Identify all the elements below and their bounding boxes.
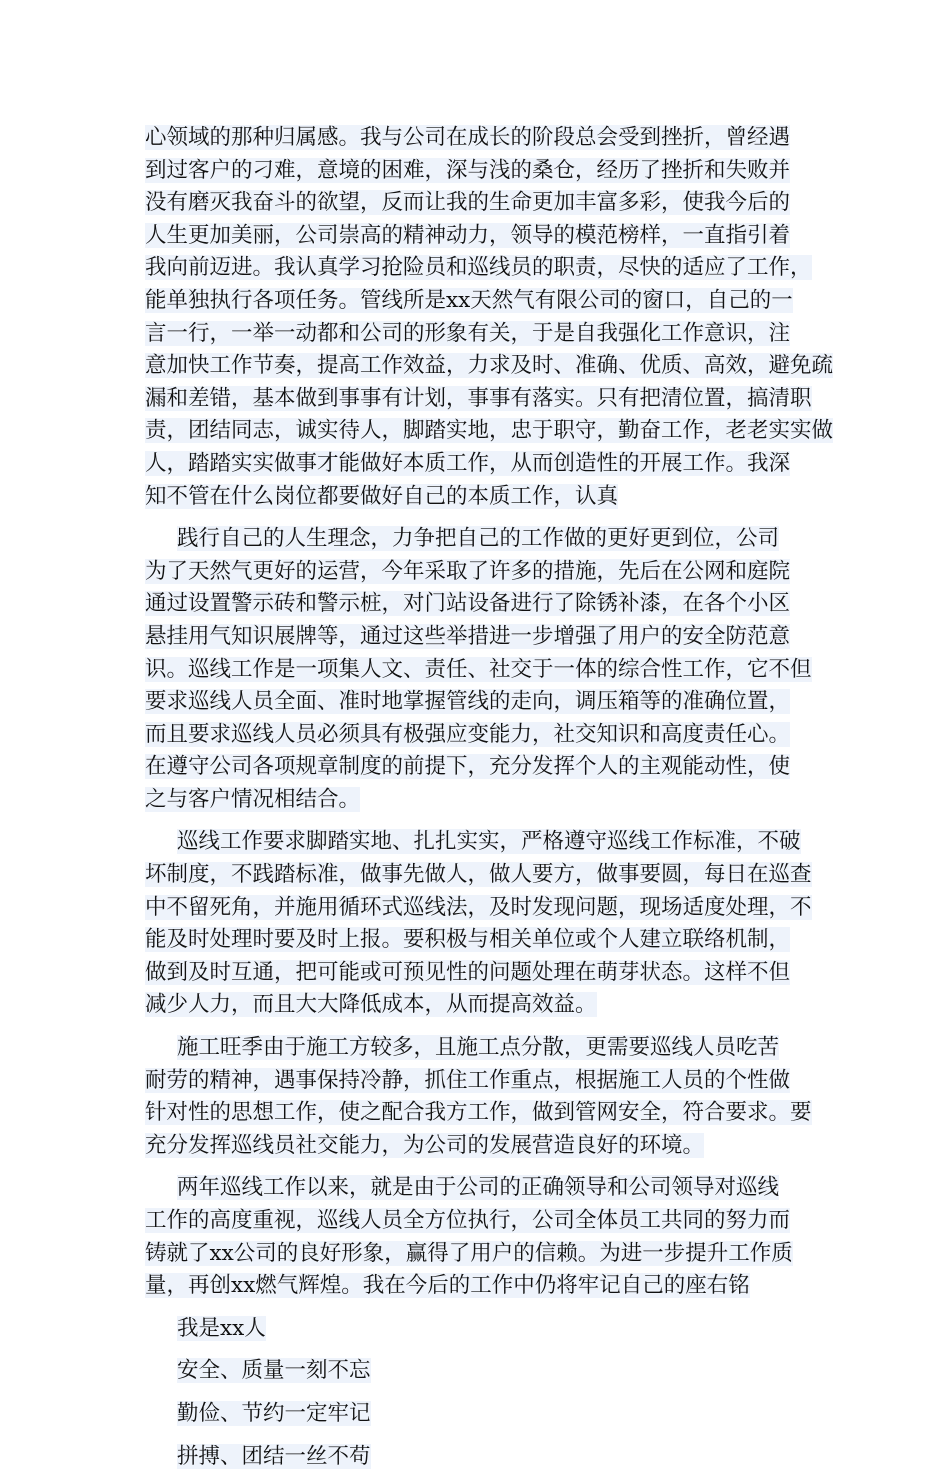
- text-line: 做到及时互通，把可能或可预见性的问题处理在萌芽状态。这样不但: [145, 959, 791, 985]
- text-line: 针对性的思想工作，使之配合我方工作，做到管网安全，符合要求。要: [145, 1100, 812, 1126]
- text-line: 知不管在什么岗位都要做好自己的本质工作，认真: [145, 483, 619, 509]
- text-line: 两年巡线工作以来，就是由于公司的正确领导和公司领导对巡线: [177, 1175, 780, 1201]
- text-line: 责，团结同志，诚实待人，脚踏实地，忠于职守，勤奋工作，老老实实做: [145, 418, 834, 444]
- text-line: 悬挂用气知识展牌等，通过这些举措进一步增强了用户的安全防范意: [145, 623, 791, 649]
- text-line: 意加快工作节奏，提高工作效益，力求及时、准确、优质、高效，避免疏: [145, 353, 834, 379]
- motto-text: 安全、质量一刻不忘: [177, 1358, 371, 1384]
- paragraph-3: [145, 826, 835, 1022]
- text-line: 之与客户情况相结合。: [145, 786, 361, 812]
- text-line: 施工旺季由于施工方较多，且施工点分散，更需要巡线人员吃苦: [177, 1035, 780, 1061]
- text-line: 为了天然气更好的运营，今年采取了许多的措施，先后在公网和庭院: [145, 558, 791, 584]
- text-line: 减少人力，而且大大降低成本，从而提高效益。: [145, 992, 597, 1018]
- text-line: 心领域的那种归属感。我与公司在成长的阶段总会受到挫折，曾经遇: [145, 125, 791, 150]
- text-line: 能单独执行各项任务。管线所是xx天然气有限公司的窗口，自己的一: [145, 287, 793, 313]
- text-line: 巡线工作要求脚踏实地、扎扎实实，严格遵守巡线工作标准，不破: [177, 829, 801, 855]
- text-line: 人生更加美丽，公司崇高的精神动力，领导的模范榜样，一直指引着: [145, 222, 791, 248]
- text-line: 没有磨灭我奋斗的欲望，反而让我的生命更加丰富多彩，使我今后的: [145, 190, 791, 216]
- text-line: 识。巡线工作是一项集人文、责任、社交于一体的综合性工作，它不但: [145, 656, 812, 682]
- motto-line-1: [145, 1313, 835, 1346]
- motto-line-4: [145, 1441, 835, 1474]
- text-line: 我向前迈进。我认真学习抢险员和巡线员的职责，尽快的适应了工作，: [145, 255, 812, 281]
- motto-text: 我是xx人: [177, 1315, 266, 1341]
- text-line: 铸就了xx公司的良好形象，赢得了用户的信赖。为进一步提升工作质: [145, 1240, 793, 1266]
- text-line: 漏和差错，基本做到事事有计划，事事有落实。只有把清位置，搞清职: [145, 385, 812, 411]
- text-line: 中不留死角，并施用循环式巡线法，及时发现问题，现场适度处理，不: [145, 894, 812, 920]
- text-line: 充分发挥巡线员社交能力，为公司的发展营造良好的环境。: [145, 1132, 705, 1158]
- paragraph-1: [145, 122, 835, 513]
- motto-text: 勤俭、节约一定牢记: [177, 1400, 371, 1426]
- text-line: 能及时处理时要及时上报。要积极与相关单位或个人建立联络机制，: [145, 927, 791, 953]
- paragraph-4: [145, 1032, 835, 1162]
- text-line: 耐劳的精神，遇事保持冷静，抓住工作重点，根据施工人员的个性做: [145, 1067, 791, 1093]
- text-line: 要求巡线人员全面、准时地掌握管线的走向，调压箱等的准确位置，: [145, 689, 791, 715]
- text-line: 而且要求巡线人员必须具有极强应变能力，社交知识和高度责任心。: [145, 721, 791, 747]
- text-line: 工作的高度重视，巡线人员全方位执行，公司全体员工共同的努力而: [145, 1208, 791, 1233]
- paragraph-2: [145, 523, 835, 816]
- paragraph-5: [145, 1172, 835, 1302]
- text-line: 在遵守公司各项规章制度的前提下，充分发挥个人的主观能动性，使: [145, 754, 791, 780]
- document-body: [145, 122, 835, 1483]
- text-line: 量，再创xx燃气辉煌。我在今后的工作中仍将牢记自己的座右铭: [145, 1273, 750, 1299]
- text-line: 人，踏踏实实做事才能做好本质工作，从而创造性的开展工作。我深: [145, 450, 791, 476]
- motto-text: 拼搏、团结一丝不苟: [177, 1443, 371, 1469]
- text-line: 到过客户的刁难，意境的困难，深与浅的桑仓，经历了挫折和失败并: [145, 157, 791, 183]
- text-line: 坏制度，不践踏标准，做事先做人，做人要方，做事要圆，每日在巡查: [145, 862, 812, 888]
- motto-line-3: [145, 1398, 835, 1431]
- text-line: 言一行，一举一动都和公司的形象有关，于是自我强化工作意识，注: [145, 320, 791, 346]
- motto-line-2: [145, 1355, 835, 1388]
- text-line: 通过设置警示砖和警示桩，对门站设备进行了除锈补漆，在各个小区: [145, 591, 791, 617]
- text-line: 践行自己的人生理念，力争把自己的工作做的更好更到位，公司: [177, 526, 780, 552]
